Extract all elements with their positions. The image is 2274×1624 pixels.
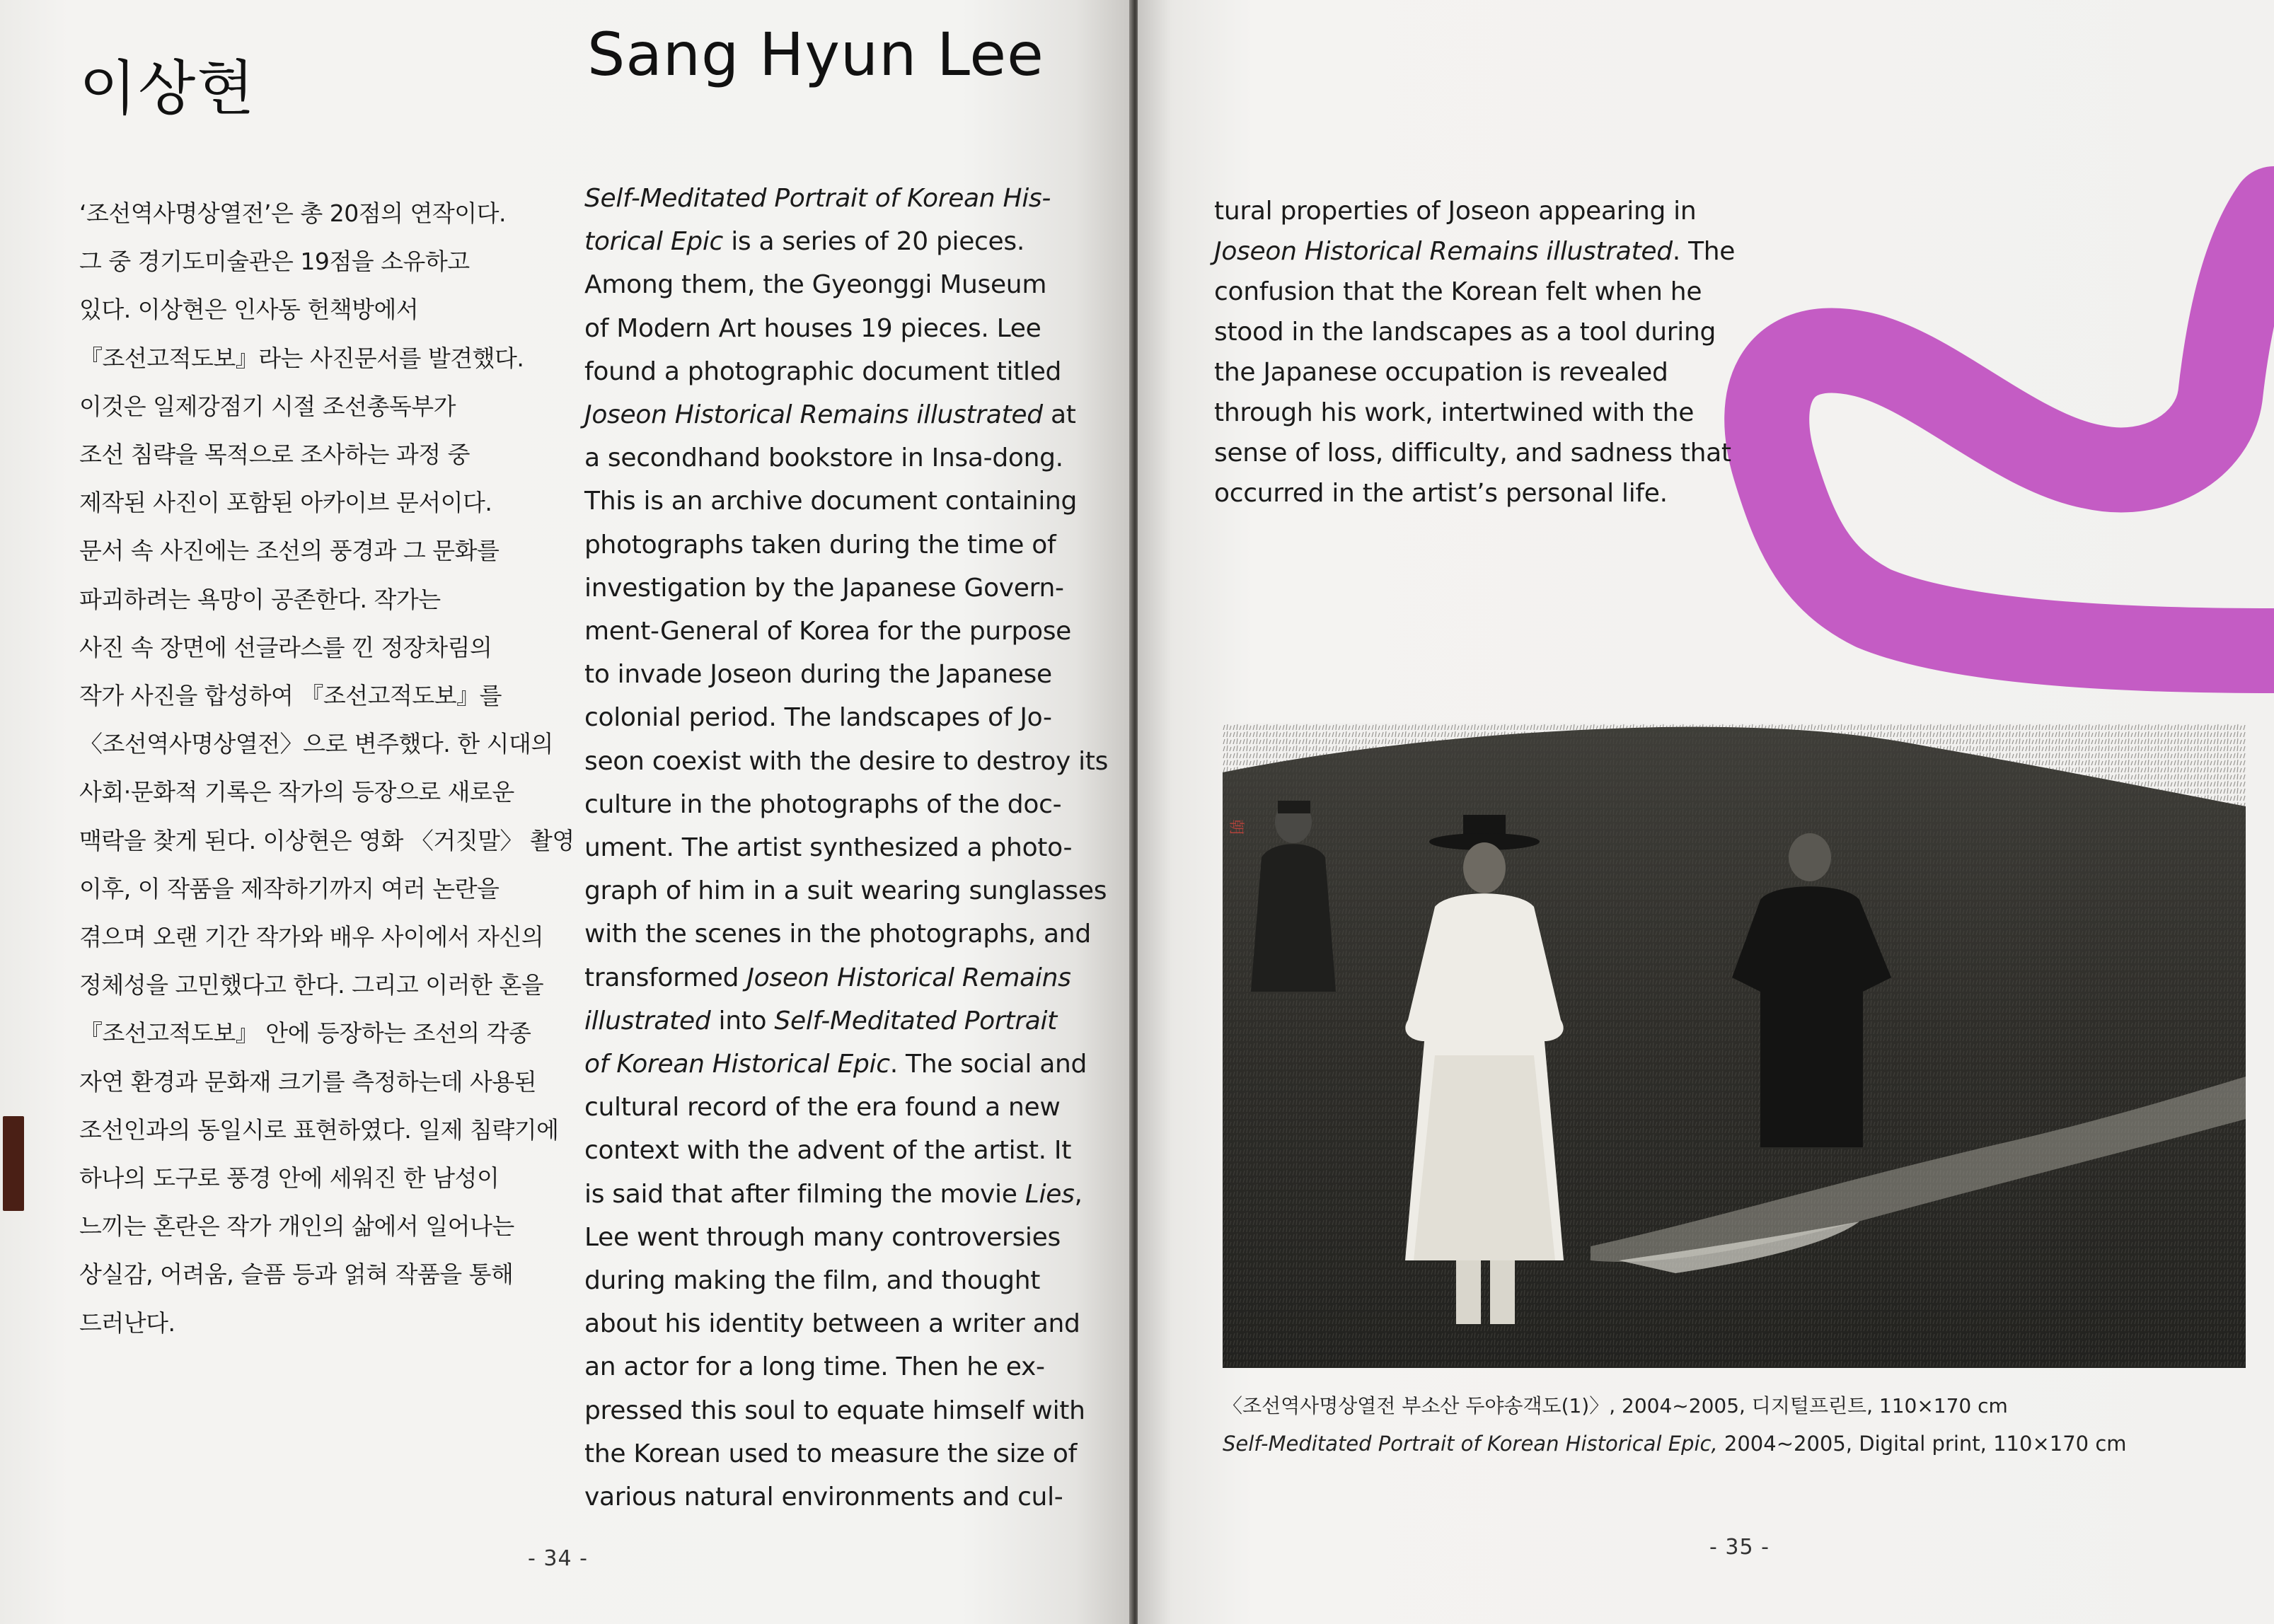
english-line: about his identity between a writer and bbox=[584, 1309, 1080, 1339]
english-line: occurred in the artist’s personal life. bbox=[1214, 479, 1668, 508]
english-line bbox=[584, 1173, 1095, 1216]
text-run: . The social and bbox=[889, 1050, 1087, 1079]
text-run: transformed bbox=[584, 963, 747, 992]
italic-title: Lies bbox=[1025, 1179, 1075, 1209]
right-page bbox=[1138, 0, 2274, 1624]
english-line: a secondhand bookstore in Insa-dong. bbox=[584, 443, 1063, 473]
korean-line: 『조선고적도보』 안에 등장하는 조선의 각종 bbox=[79, 1019, 531, 1048]
korean-line: 조선인과의 동일시로 표현하였다. 일제 침략기에 bbox=[79, 1115, 559, 1144]
english-line bbox=[584, 1043, 1095, 1086]
english-line: the Korean used to measure the size of bbox=[584, 1439, 1077, 1468]
text-run: , bbox=[1074, 1179, 1083, 1209]
english-line bbox=[584, 220, 1095, 263]
english-line bbox=[584, 393, 1095, 436]
text-run: is said that after filming the movie bbox=[584, 1179, 1025, 1209]
italic-title: of Korean Historical Epic bbox=[584, 1050, 890, 1079]
photo-artwork-icon bbox=[1223, 723, 2246, 1368]
english-line: stood in the landscapes as a tool during bbox=[1214, 318, 1716, 347]
korean-line: ‘조선역사명상열전’은 총 20점의 연작이다. bbox=[79, 199, 506, 227]
page-number: - 34 - bbox=[528, 1546, 588, 1571]
italic-title: Joseon Historical Remains bbox=[746, 963, 1071, 992]
text-run: into bbox=[710, 1006, 775, 1036]
korean-line: 하나의 도구로 풍경 안에 세워진 한 남성이 bbox=[79, 1164, 500, 1193]
korean-line: 자연 환경과 문화재 크기를 측정하는데 사용된 bbox=[79, 1067, 537, 1096]
left-page bbox=[0, 0, 1132, 1624]
text-run: is a series of 20 pieces. bbox=[723, 227, 1025, 257]
english-line: found a photographic document titled bbox=[584, 356, 1062, 386]
text-run: . The bbox=[1672, 237, 1736, 266]
korean-line: 사회·문화적 기록은 작가의 등장으로 새로운 bbox=[79, 778, 514, 806]
english-line: culture in the photographs of the doc- bbox=[584, 789, 1062, 819]
english-line: Lee went through many controversies bbox=[584, 1222, 1061, 1252]
text-run: at bbox=[1042, 400, 1076, 430]
korean-line: 정체성을 고민했다고 한다. 그리고 이러한 혼을 bbox=[79, 971, 544, 999]
artist-name-english: Sang Hyun Lee bbox=[587, 20, 1044, 89]
italic-title: Joseon Historical Remains illustrated bbox=[584, 400, 1043, 430]
english-line bbox=[1214, 231, 1738, 272]
english-line: ument. The artist synthesized a photo- bbox=[584, 833, 1073, 863]
korean-line: 겪으며 오랜 기간 작가와 배우 사이에서 자신의 bbox=[79, 923, 544, 951]
caption-title: Self-Meditated Portrait of Korean Historical Epic, bbox=[1223, 1432, 1718, 1456]
english-line: during making the film, and thought bbox=[584, 1266, 1041, 1296]
english-line bbox=[584, 956, 1095, 999]
english-line: cultural record of the era found a new bbox=[584, 1093, 1061, 1123]
english-line: pressed this soul to equate himself with bbox=[584, 1396, 1085, 1425]
english-line: Among them, the Gyeonggi Museum bbox=[584, 270, 1047, 300]
korean-line: 맥락을 찾게 된다. 이상현은 영화 〈거짓말〉 촬영 bbox=[79, 826, 575, 854]
english-line: seon coexist with the desire to destroy its bbox=[584, 746, 1109, 776]
korean-line: 제작된 사진이 포함된 아카이브 문서이다. bbox=[79, 489, 492, 517]
english-line: to invade Joseon during the Japanese bbox=[584, 660, 1052, 690]
english-line: colonial period. The landscapes of Jo- bbox=[584, 703, 1052, 733]
italic-title: illustrated bbox=[584, 1006, 711, 1036]
korean-line: 〈조선역사명상열전〉으로 변주했다. 한 시대의 bbox=[79, 730, 553, 758]
english-line: This is an archive document containing bbox=[584, 487, 1078, 516]
english-line: an actor for a long time. Then he ex- bbox=[584, 1352, 1045, 1382]
english-line bbox=[584, 999, 1095, 1043]
english-body-text bbox=[584, 177, 1109, 1519]
svg-text:朝: 朝 bbox=[1227, 819, 1245, 835]
english-line: various natural environments and cul- bbox=[584, 1483, 1063, 1512]
korean-line: 『조선고적도보』라는 사진문서를 발견했다. bbox=[79, 344, 524, 372]
english-line: confusion that the Korean felt when he bbox=[1214, 277, 1702, 306]
korean-line: 작가 사진을 합성하여 『조선고적도보』를 bbox=[79, 682, 502, 710]
english-line: through his work, intertwined with the bbox=[1214, 398, 1695, 427]
korean-line: 문서 속 사진에는 조선의 풍경과 그 문화를 bbox=[79, 537, 500, 565]
english-line: of Modern Art houses 19 pieces. Lee bbox=[584, 313, 1041, 343]
caption-korean: 〈조선역사명상열전 부소산 두야송객도(1)〉, 2004~2005, 디지털프린트, 110×170 cm bbox=[1223, 1394, 2008, 1417]
artist-name-korean: 이상현 bbox=[79, 54, 256, 123]
page-edge-tab bbox=[3, 1116, 24, 1211]
page-number: - 35 - bbox=[1709, 1535, 1770, 1560]
artwork-photo bbox=[1223, 723, 2246, 1368]
italic-title: torical Epic bbox=[584, 227, 724, 257]
korean-line: 있다. 이상현은 인사동 헌책방에서 bbox=[79, 296, 419, 324]
korean-line: 이후, 이 작품을 제작하기까지 여러 논란을 bbox=[79, 874, 500, 903]
english-line: investigation by the Japanese Govern- bbox=[584, 573, 1064, 603]
english-line: sense of loss, difficulty, and sadness that bbox=[1214, 439, 1731, 468]
korean-line: 파괴하려는 욕망이 공존한다. 작가는 bbox=[79, 585, 441, 613]
english-line: photographs taken during the time of bbox=[584, 530, 1056, 559]
korean-line: 그 중 경기도미술관은 19점을 소유하고 bbox=[79, 248, 470, 276]
korean-line: 드러난다. bbox=[79, 1309, 175, 1337]
korean-line: 사진 속 장면에 선글라스를 낀 정장차림의 bbox=[79, 633, 492, 661]
italic-title: Self-Meditated Portrait bbox=[774, 1006, 1057, 1036]
italic-title: Self-Meditated Portrait of Korean His- bbox=[584, 184, 1051, 213]
english-line: the Japanese occupation is revealed bbox=[1214, 358, 1668, 387]
korean-line: 이것은 일제강점기 시절 조선총독부가 bbox=[79, 392, 456, 420]
english-line: context with the advent of the artist. It bbox=[584, 1136, 1072, 1166]
caption-details: 2004~2005, Digital print, 110×170 cm bbox=[1717, 1432, 2127, 1456]
english-body-text-continued bbox=[1214, 191, 1738, 514]
english-line: ment-General of Korea for the purpose bbox=[584, 617, 1072, 646]
italic-title: Joseon Historical Remains illustrated bbox=[1214, 237, 1673, 266]
korean-line: 조선 침략을 목적으로 조사하는 과정 중 bbox=[79, 441, 470, 469]
english-line bbox=[584, 177, 1095, 220]
english-line: with the scenes in the photographs, and bbox=[584, 920, 1091, 949]
korean-line: 상실감, 어려움, 슬픔 등과 얽혀 작품을 통해 bbox=[79, 1260, 514, 1289]
english-line: tural properties of Joseon appearing in bbox=[1214, 197, 1697, 226]
korean-line: 느끼는 혼란은 작가 개인의 삶에서 일어나는 bbox=[79, 1212, 514, 1241]
english-line: graph of him in a suit wearing sunglasses bbox=[584, 876, 1107, 906]
caption-english bbox=[1223, 1432, 2142, 1456]
korean-body-text bbox=[79, 190, 575, 1347]
